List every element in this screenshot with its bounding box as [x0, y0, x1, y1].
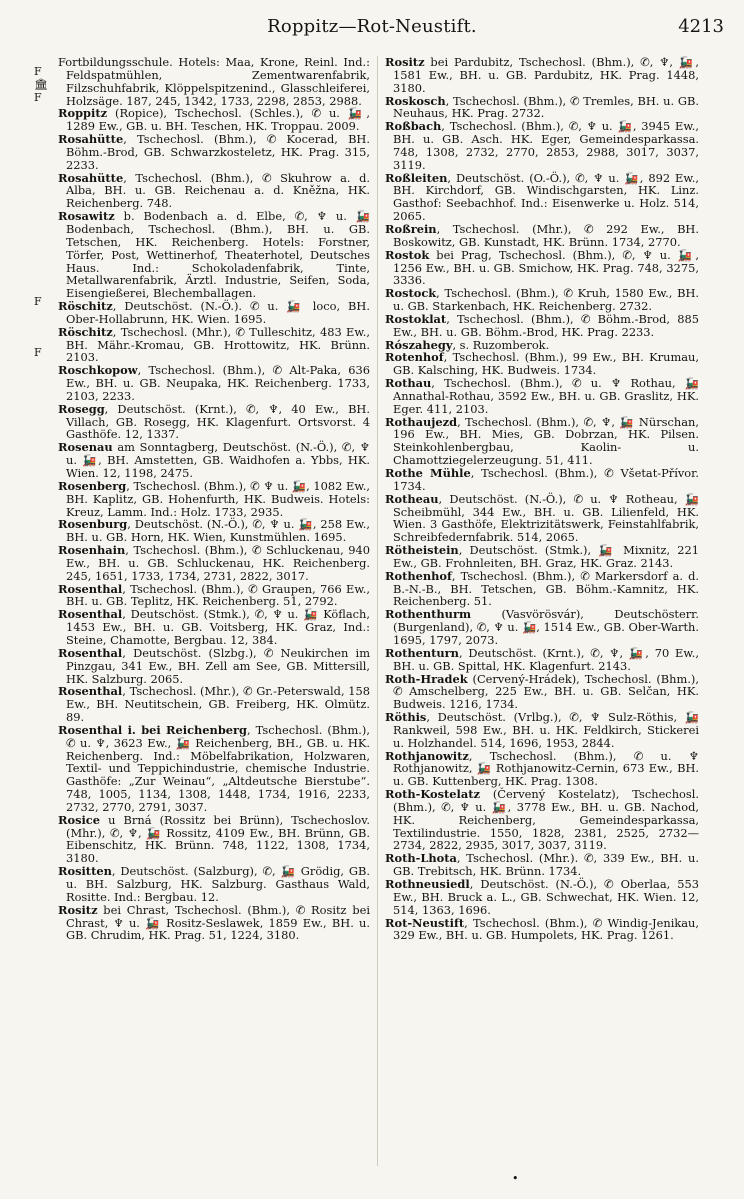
entry-text: , Tschechosl. (Bhm.), ✆ Všetat-Přívor. 1734. [393, 466, 699, 493]
entry-text: , Deutschöst. (Salzburg), ✆, 🚂 Grödig, GB. u. BH. Salzburg, HK. Salzburg. Gasthaus Wald, Rositte. Ind.: Bergbau. 12. [66, 864, 370, 904]
entry-place-name: Rószahegy [385, 337, 453, 352]
entry-text: , Tschechosl. (Bhm.), ✆ Böhm.-Brod, 885 Ew., BH. u. GB. Böhm.-Brod, HK. Prag. 2233. [393, 311, 699, 339]
entry-text: , Tschechosl. (Bhm.), ✆ u. ♆ Rothau, 🚂 Annathal-Rothau, 3592 Ew., BH. u. GB. Graslitz, HK. Eger. 411, 2103. [393, 376, 699, 416]
entry-place-name: Rositz [385, 55, 425, 69]
gazetteer-entry [385, 673, 699, 712]
entry-place-name: Roßrein [385, 221, 437, 236]
entry-text: , Deutschöst. (N.-Ö.), ✆, ♆ u. 🚂, 258 Ew., BH. u. GB. Horn, HK. Wien, Kunstmühlen. 1695. [66, 517, 370, 545]
entry-place-name: Rosenthal [58, 581, 123, 596]
gazetteer-entry [58, 518, 370, 544]
entry-text: , Tschechosl. (Bhm.), ✆ Markersdorf a. d. B.-N.-B., BH. Tetschen, GB. Böhm.-Kamnitz, HK. Reichenberg. 51. [393, 568, 699, 609]
gazetteer-entry [385, 223, 699, 249]
gazetteer-entry [58, 326, 370, 365]
entry-place-name: Rosenthal i. bei Reichenberg [58, 722, 248, 737]
gazetteer-entry [385, 95, 699, 121]
gazetteer-entry [58, 544, 370, 583]
entry-place-name: Rosegg [58, 401, 105, 416]
entry-place-name: Roßbach [385, 119, 442, 134]
entry-text: , s. Ruzomberok. [452, 337, 550, 352]
gazetteer-entry [58, 583, 370, 609]
entry-place-name: Rothaujezd [385, 414, 458, 429]
entry-text: (Červený Kostelatz), Tschechosl. (Bhm.), ✆, ♆ u. 🚂, 3778 Ew., BH. u. GB. Nachod, HK. Reichenberg, Gemeindesparkassa, Textilindustrie. 1550, 1828, 2381, 2525, 2732—2734, 2822, 2935, 3017, 3037, 3119. [393, 787, 699, 853]
page-header [0, 10, 744, 44]
entry-place-name: Rothau [385, 376, 432, 391]
entry-text: bei Chrast, Tschechosl. (Bhm.), ✆ Rositz bei Chrast, ♆ u. 🚂 Rositz-Seslawek, 1859 Ew., BH. u. GB. Chrudim, HK. Prag. 51, 1224, 3180. [66, 902, 370, 943]
entry-place-name: Rostoklat [385, 311, 447, 326]
entry-text: , Tschechosl. (Bhm.), ✆ Graupen, 766 Ew., BH. u. GB. Teplitz, HK. Reichenberg. 51, 2792. [66, 581, 370, 609]
gazetteer-entry [58, 441, 370, 480]
gazetteer-entry [385, 878, 699, 917]
entry-text: , Tschechosl. (Bhm.), ✆ ♆ u. 🚂, 1082 Ew., BH. Kaplitz, GB. Hohenfurth, HK. Budweis. Hotels: Kreuz, Lamm. Ind.: Holz. 1733, 2935. [66, 478, 370, 519]
gazetteer-entry [385, 249, 699, 288]
entry-text: bei Prag, Tschechosl. (Bhm.), ✆, ♆ u. 🚂, 1256 Ew., BH. u. GB. Smichow, HK. Prag. 748, 3275, 3336. [393, 247, 699, 288]
entry-text: (Vasvörösvár), Deutschösterr. (Burgenland), ✆, ♆ u. 🚂, 1514 Ew., GB. Ober-Warth. 1695, 1797, 2073. [393, 607, 699, 647]
entry-text: , Tschechosl. (Bhm.), ✆ Alt-Paka, 636 Ew., BH. u. GB. Neupaka, HK. Reichenberg. 1733, 2103, 2233. [66, 363, 370, 403]
gazetteer-entry [58, 724, 370, 814]
gazetteer-entry [58, 865, 370, 904]
gazetteer-entry [385, 351, 699, 377]
column-divider [377, 56, 378, 1166]
entry-place-name: Roppitz [58, 106, 108, 121]
entry-text: , Tschechosl. (Mhr.), ✆ 292 Ew., BH. Boskowitz, GB. Kunstadt, HK. Brünn. 1734, 2770. [393, 221, 699, 249]
entry-place-name: Rothneusiedl [385, 877, 470, 891]
gazetteer-entry [385, 377, 699, 416]
page-number: 4213 [678, 16, 724, 37]
entry-place-name: Rostock [385, 286, 437, 301]
entry-text: , Deutschöst. (Slzbg.), ✆ Neukirchen im Pinzgau, 341 Ew., BH. Zell am See, GB. Mittersill, HK. Salzburg. 2065. [66, 645, 370, 686]
margin-mark: F [34, 90, 42, 104]
entry-text: , Tschechosl. (Bhm.), ✆, ♆, 🚂 Nürschan, 196 Ew., BH. Mies, GB. Dobrzan, HK. Pilsen. Steinkohlenbergbau, Kaolin- u. Chamottziegelerzeugung. 51, 411. [393, 414, 699, 468]
entry-place-name: Roth-Hradek [385, 671, 468, 686]
gazetteer-entry [58, 364, 370, 403]
entry-text: , Tschechosl. (Bhm.), ✆ u. ♆, 3623 Ew., 🚂 Reichenberg, BH., GB. u. HK. Reichenberg. Ind.: Möbelfabrikation, Holzwaren, Textil- und Teppichindustrie, chemische Industrie. Gasthöfe: „Zur Weinau“, „Altdeutsche Bierstube“. 748, 1005, 1134, 1308, 1448, 1734, 1916, 2233, 2732, 2770, 2791, 3037. [66, 722, 370, 814]
entry-text: Fortbildungsschule. Hotels: Maa, Krone, Reinl. Ind.: Feldspatmühlen, Zementwarenfabrik, Filzschuhfabrik, Klöppelspitzenind., Glasschleiferei, Holzsäge. 187, 245, 1342, 1733, 2298, 2853, 2988. [58, 55, 370, 108]
gazetteer-entry [385, 647, 699, 673]
entry-place-name: Röthis [385, 710, 427, 725]
entry-text: , Deutschöst. (O.-Ö.), ✆, ♆ u. 🚂, 892 Ew., BH. Kirchdorf, GB. Windischgarsten, HK. Linz. Gasthof: Seebachhof. Ind.: Eisenwerke u. Holz. 514, 2065. [393, 170, 699, 224]
entry-place-name: Roschkopow [58, 363, 138, 378]
left-column [58, 56, 370, 942]
gazetteer-entry [385, 750, 699, 789]
gazetteer-entry [385, 120, 699, 171]
entry-text: bei Pardubitz, Tschechosl. (Bhm.), ✆, ♆, 🚂, 1581 Ew., BH. u. GB. Pardubitz, HK. Prag. 1448, 3180. [393, 55, 699, 95]
gazetteer-entry [58, 480, 370, 519]
gazetteer-entry [58, 647, 370, 686]
entry-place-name: Roth-Kostelatz [385, 787, 480, 802]
margin-mark: F [34, 65, 42, 78]
gazetteer-entry [58, 172, 370, 211]
gazetteer-entry [58, 133, 370, 172]
right-column [385, 56, 699, 942]
entry-text: , Tschechosl. (Bhm.), ✆ Tremles, BH. u. GB. Neuhaus, HK. Prag. 2732. [393, 93, 699, 121]
entry-place-name: Rothe Mühle [385, 466, 471, 480]
entry-place-name: Rosenberg [58, 478, 127, 493]
margin-marks [34, 66, 54, 360]
entry-place-name: Rothenthurm [385, 607, 472, 622]
margin-mark: F [34, 346, 42, 360]
entry-text: (Cervený-Hrádek), Tschechosl. (Bhm.), ✆ Amschelberg, 225 Ew., BH. u. GB. Selčan, HK. Budweis. 1216, 1734. [393, 671, 699, 712]
entry-place-name: Rosenau [58, 440, 113, 455]
entry-text: , Tschechosl. (Bhm.), ✆, ♆ u. 🚂, 3945 Ew., BH. u. GB. Asch. HK. Eger, Gemeindesparkassa. 748, 1308, 2732, 2770, 2853, 2988, 3017, 3037, 3119. [393, 119, 699, 172]
entry-text: , Tschechosl. (Bhm.), 99 Ew., BH. Krumau, GB. Kalsching, HK. Budweis. 1734. [393, 350, 699, 378]
entry-place-name: Rosenburg [58, 517, 128, 532]
running-title: Roppitz—Rot-Neustift. [267, 16, 477, 37]
gazetteer-entry [385, 467, 699, 493]
entry-place-name: Rosenthal [58, 684, 123, 699]
gazetteer-entry [385, 570, 699, 609]
entry-text: , Tschechosl. (Bhm.), ✆ Skuhrow a. d. Alba, BH. u. GB. Reichenau a. d. Kněžna, HK. Reichenberg. 748. [66, 170, 370, 211]
gazetteer-entry [385, 917, 699, 943]
entry-place-name: Rotheau [385, 491, 439, 506]
entry-text: , Tschechosl. (Mhr.), ✆ Tulleschitz, 483 Ew., BH. Mähr.-Kromau, GB. Hrottowitz, HK. Brünn. 2103. [66, 324, 370, 365]
entry-place-name: Röschitz [58, 324, 113, 339]
entry-text: u Brná (Rossitz bei Brünn), Tschechoslov. (Mhr.), ✆, ♆, 🚂 Rossitz, 4109 Ew., BH. Brünn, GB. Eibenschitz, HK. Brünn. 748, 1122, 1308, 1734, 3180. [66, 812, 370, 866]
gazetteer-entry [58, 210, 370, 300]
gazetteer-entry [385, 416, 699, 467]
gazetteer-entry [58, 403, 370, 442]
gazetteer-entry [385, 544, 699, 570]
entry-place-name: Rostok [385, 247, 430, 262]
entry-text: , Tschechosl. (Bhm.), ✆ Kocerad, BH. Böhm.-Brod, GB. Schwarzkosteletz, HK. Prag. 315, 2233. [66, 132, 370, 172]
entry-text: , Deutschöst. (N.-Ö.). ✆ u. 🚂 loco, BH. Ober-Hollabrunn, HK. Wien. 1695. [66, 299, 370, 326]
margin-mark: 🏛 [34, 77, 48, 91]
entry-text: , Deutschöst. (Stmk.), 🚂 Mixnitz, 221 Ew., GB. Frohnleiten, BH. Graz, HK. Graz. 2143. [393, 543, 699, 570]
entry-text: , Tschechosl. (Bhm.), ✆ Windig-Jenikau, 329 Ew., BH. u. GB. Humpolets, HK. Prag. 1261. [393, 915, 699, 943]
entry-place-name: Roßleiten [385, 170, 448, 185]
gazetteer-entry [385, 493, 699, 544]
entry-text: , Tschechosl. (Bhm.), ✆ Schluckenau, 940 Ew., BH. u. GB. Schluckenau, HK. Reichenberg. 245, 1651, 1733, 1734, 2731, 2822, 3017. [66, 543, 370, 583]
gazetteer-entry [385, 608, 699, 647]
footer-mark: • [512, 1172, 519, 1185]
entry-place-name: Roskosch [385, 93, 446, 108]
entry-place-name: Rothenhof [385, 568, 452, 583]
entry-text: , Tschechosl. (Mhr.), ✆ Gr.-Peterswald, 158 Ew., BH. Neutitschein, GB. Freiberg, HK. Olmütz. 89. [66, 684, 370, 725]
entry-place-name: Rositz [58, 902, 98, 917]
gazetteer-entry [385, 711, 699, 750]
gazetteer-entry [58, 685, 370, 724]
gazetteer-entry [58, 56, 370, 107]
entry-text: (Ropice), Tschechosl. (Schles.), ✆ u. 🚂, 1289 Ew., GB. u. BH. Teschen, HK. Troppau. 2009. [66, 106, 370, 134]
gazetteer-entry [385, 172, 699, 223]
entry-place-name: Rosawitz [58, 209, 115, 224]
entry-place-name: Rosenthal [58, 645, 123, 660]
entry-place-name: Rötheistein [385, 543, 459, 558]
gazetteer-entry [58, 904, 370, 943]
entry-place-name: Rotenhof [385, 350, 444, 365]
entry-place-name: Rosenhain [58, 543, 126, 558]
gazetteer-entry [58, 300, 370, 326]
entry-place-name: Röschitz [58, 299, 113, 314]
entry-text: , Deutschöst. (N.-Ö.), ✆ Oberlaa, 553 Ew., BH. Bruck a. L., GB. Schwechat, HK. Wien. 12, 514, 1363, 1696. [393, 877, 699, 917]
entry-text: , Deutschöst. (Krnt.), ✆, ♆, 40 Ew., BH. Villach, GB. Rosegg, HK. Klagenfurt. Ortsvorst. 4 Gasthöfe. 12, 1337. [66, 401, 370, 442]
entry-text: am Sonntagberg, Deutschöst. (N.-Ö.), ✆, ♆ u. 🚂, BH. Amstetten, GB. Waidhofen a. Ybbs, HK. Wien. 12, 1198, 2475. [66, 440, 370, 480]
gazetteer-entry [58, 107, 370, 133]
entry-text: , Tschechosl. (Mhr.). ✆, 339 Ew., BH. u. GB. Trebitsch, HK. Brünn. 1734. [393, 851, 699, 879]
gazetteer-entry [385, 313, 699, 339]
gazetteer-entry [58, 814, 370, 865]
entry-place-name: Rosahütte [58, 132, 124, 147]
gazetteer-entry [58, 608, 370, 647]
entry-place-name: Rosice [58, 812, 100, 827]
entry-text: , Deutschöst. (N.-Ö.), ✆ u. ♆ Rotheau, 🚂 Scheibmühl, 344 Ew., BH. u. GB. Lilienfeld, HK. Wien. 3 Gasthöfe, Elektrizitätswerk, Feinstahlfabrik, Schreibfedernfabrik. 514, 2065. [393, 491, 699, 545]
entry-place-name: Rothenturn [385, 645, 459, 660]
entry-text: , Deutschöst. (Vrlbg.), ✆, ♆ Sulz-Röthis, 🚂 Rankweil, 598 Ew., BH. u. HK. Feldkirch, Stickerei u. Holzhandel. 514, 1696, 1953, 2844. [393, 710, 699, 750]
entry-place-name: Roth-Lhota [385, 851, 457, 866]
entry-place-name: Rosahütte [58, 170, 124, 185]
gazetteer-entry [385, 287, 699, 313]
gazetteer-entry [385, 788, 699, 852]
margin-mark: F [34, 294, 42, 308]
entry-place-name: Rothjanowitz [385, 748, 469, 763]
entry-text: , Deutschöst. (Stmk.), ✆, ♆ u. 🚂 Köflach, 1453 Ew., BH. u. GB. Voitsberg, HK. Graz, Ind.: Steine, Chamotte, Bergbau. 12, 384. [66, 607, 370, 647]
gazetteer-entry [385, 852, 699, 878]
entry-text: , Tschechosl. (Bhm.), ✆ u. ♆ Rothjanowitz, 🚂 Rothjanowitz-Cernin, 673 Ew., BH. u. GB. Kuttenberg, HK. Prag. 1308. [393, 748, 699, 789]
entry-text: , Deutschöst. (Krnt.), ✆, ♆, 🚂, 70 Ew., BH. u. GB. Spittal, HK. Klagenfurt. 2143. [393, 645, 699, 673]
entry-text: b. Bodenbach a. d. Elbe, ✆, ♆ u. 🚂 Bodenbach, Tschechosl. (Bhm.), BH. u. GB. Tetschen, HK. Reichenberg. Hotels: Forstner, Törfer, Post, Wettinerhof, Theaterhotel, Deutsches Haus. Ind.: Schokoladenfabrik, Tinte, Metallwarenfabrik, Ärztl. Industrie, Seifen, Soda, Eisengießerei, Blechemballagen. [66, 209, 370, 301]
entry-text: , Tschechosl. (Bhm.), ✆ Kruh, 1580 Ew., BH. u. GB. Starkenbach, HK. Reichenberg. 2732. [393, 286, 699, 314]
entry-place-name: Rot-Neustift [385, 915, 465, 930]
entry-place-name: Rositten [58, 864, 112, 879]
gazetteer-entry [385, 56, 699, 95]
entry-place-name: Rosenthal [58, 607, 123, 622]
